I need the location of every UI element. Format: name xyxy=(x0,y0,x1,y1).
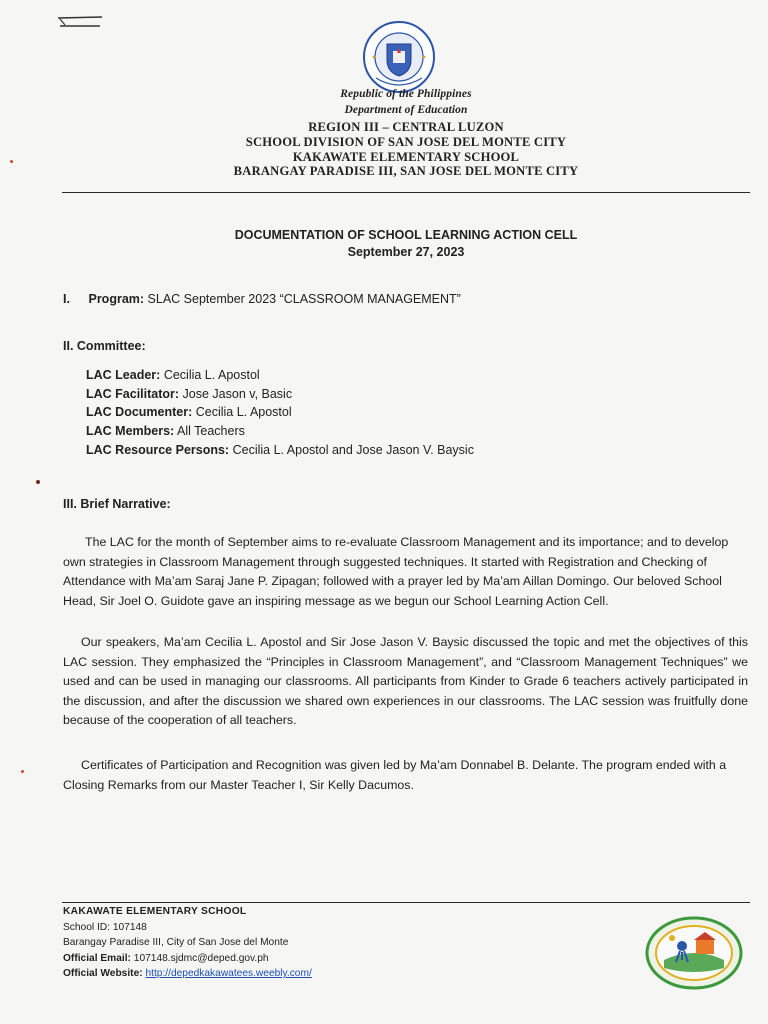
narrative-paragraph-1: The LAC for the month of September aims to re-evaluate Classroom Management and its importance; and to develop own strategies in Classroom Management through suggested techniques. It started with Registration and Checking of Attendance with Ma’am Saraj Jane P. Zipagan; followed with a prayer led by Ma’am Aillan Domingo. Our beloved School Head, Sir Joel O. Guidote gave an inspiring message as we begun our School Learning Action Cell. xyxy=(63,535,729,608)
committee-person: Cecilia L. Apostol xyxy=(163,368,260,382)
narrative-heading xyxy=(63,497,171,511)
footer-email-label: Official Email: xyxy=(63,952,131,964)
program-number: I. xyxy=(63,292,70,306)
narrative-number: III. xyxy=(63,497,77,511)
document-title: DOCUMENTATION OF SCHOOL LEARNING ACTION CELL xyxy=(234,228,578,242)
committee-item-resource-persons xyxy=(86,443,474,457)
committee-number: II. xyxy=(63,339,74,353)
committee-item-facilitator xyxy=(86,387,292,401)
school-seal-icon xyxy=(644,916,744,990)
committee-item-members xyxy=(86,424,245,438)
committee-role: LAC Resource Persons: xyxy=(86,443,230,457)
committee-person: Cecilia L. Apostol xyxy=(195,405,292,419)
program-value: SLAC September 2023 “CLASSROOM MANAGEMENT” xyxy=(147,292,461,306)
document-date: September 27, 2023 xyxy=(347,245,465,259)
deped-seal-icon xyxy=(362,20,436,94)
header-divider xyxy=(62,192,750,193)
program-label: Program: xyxy=(88,292,145,306)
footer-email-line xyxy=(63,951,312,967)
scan-speck xyxy=(36,480,40,484)
footer-block xyxy=(63,904,312,982)
narrative-label: Brief Narrative: xyxy=(80,497,171,511)
footer-website-label: Official Website: xyxy=(63,968,143,980)
scan-speck xyxy=(21,770,24,773)
footer-school-name: KAKAWATE ELEMENTARY SCHOOL xyxy=(63,906,247,917)
footer-school-id: School ID: 107148 xyxy=(63,921,147,933)
header-department: Department of Education xyxy=(344,104,468,116)
header-region: REGION III – CENTRAL LUZON xyxy=(308,120,504,134)
committee-heading xyxy=(63,339,146,353)
footer-website-line xyxy=(63,966,312,982)
narrative-paragraph-3: Certificates of Participation and Recognition was given led by Ma’am Donnabel B. Delante. The program ended with a Closing Remarks from our Master Teacher I, Sir Kelly Dacumos. xyxy=(63,758,727,792)
footer-address: Barangay Paradise III, City of San Jose del Monte xyxy=(63,937,289,949)
narrative-paragraph-2: Our speakers, Ma’am Cecilia L. Apostol and Sir Jose Jason V. Baysic discussed the topic and met the objectives of this LAC session. They emphasized the “Principles in Classroom Management”, and “Classroom Management Techniques” we used and can be used in managing our classrooms. All participants from Kinder to Grade 6 teachers actively participated in the discussion, and after the discussion we shared own experiences in our classrooms. The LAC session was fruitfully done because of the cooperation of all teachers. xyxy=(63,635,748,728)
scan-speck xyxy=(10,160,13,163)
footer-divider xyxy=(62,902,750,903)
footer-website-link[interactable]: http://depedkakawatees.weebly.com/ xyxy=(145,968,312,980)
committee-role: LAC Facilitator: xyxy=(86,387,180,401)
committee-person: All Teachers xyxy=(177,424,245,438)
program-section xyxy=(63,292,461,306)
header-division: SCHOOL DIVISION OF SAN JOSE DEL MONTE CITY xyxy=(245,135,567,149)
header-address: BARANGAY PARADISE III, SAN JOSE DEL MONTE CITY xyxy=(233,164,579,178)
committee-label: Committee: xyxy=(76,339,146,353)
footer-email: 107148.sjdmc@deped.gov.ph xyxy=(133,952,269,964)
header-republic: Republic of the Philippines xyxy=(340,88,472,100)
committee-person: Jose Jason v, Basic xyxy=(182,387,293,401)
pen-mark-icon xyxy=(56,14,112,30)
header-school: KAKAWATE ELEMENTARY SCHOOL xyxy=(292,150,520,164)
committee-role: LAC Leader: xyxy=(86,368,161,382)
committee-item-leader xyxy=(86,368,260,382)
committee-item-documenter xyxy=(86,405,292,419)
committee-person: Cecilia L. Apostol and Jose Jason V. Baysic xyxy=(232,443,474,457)
committee-role: LAC Members: xyxy=(86,424,175,438)
committee-role: LAC Documenter: xyxy=(86,405,193,419)
